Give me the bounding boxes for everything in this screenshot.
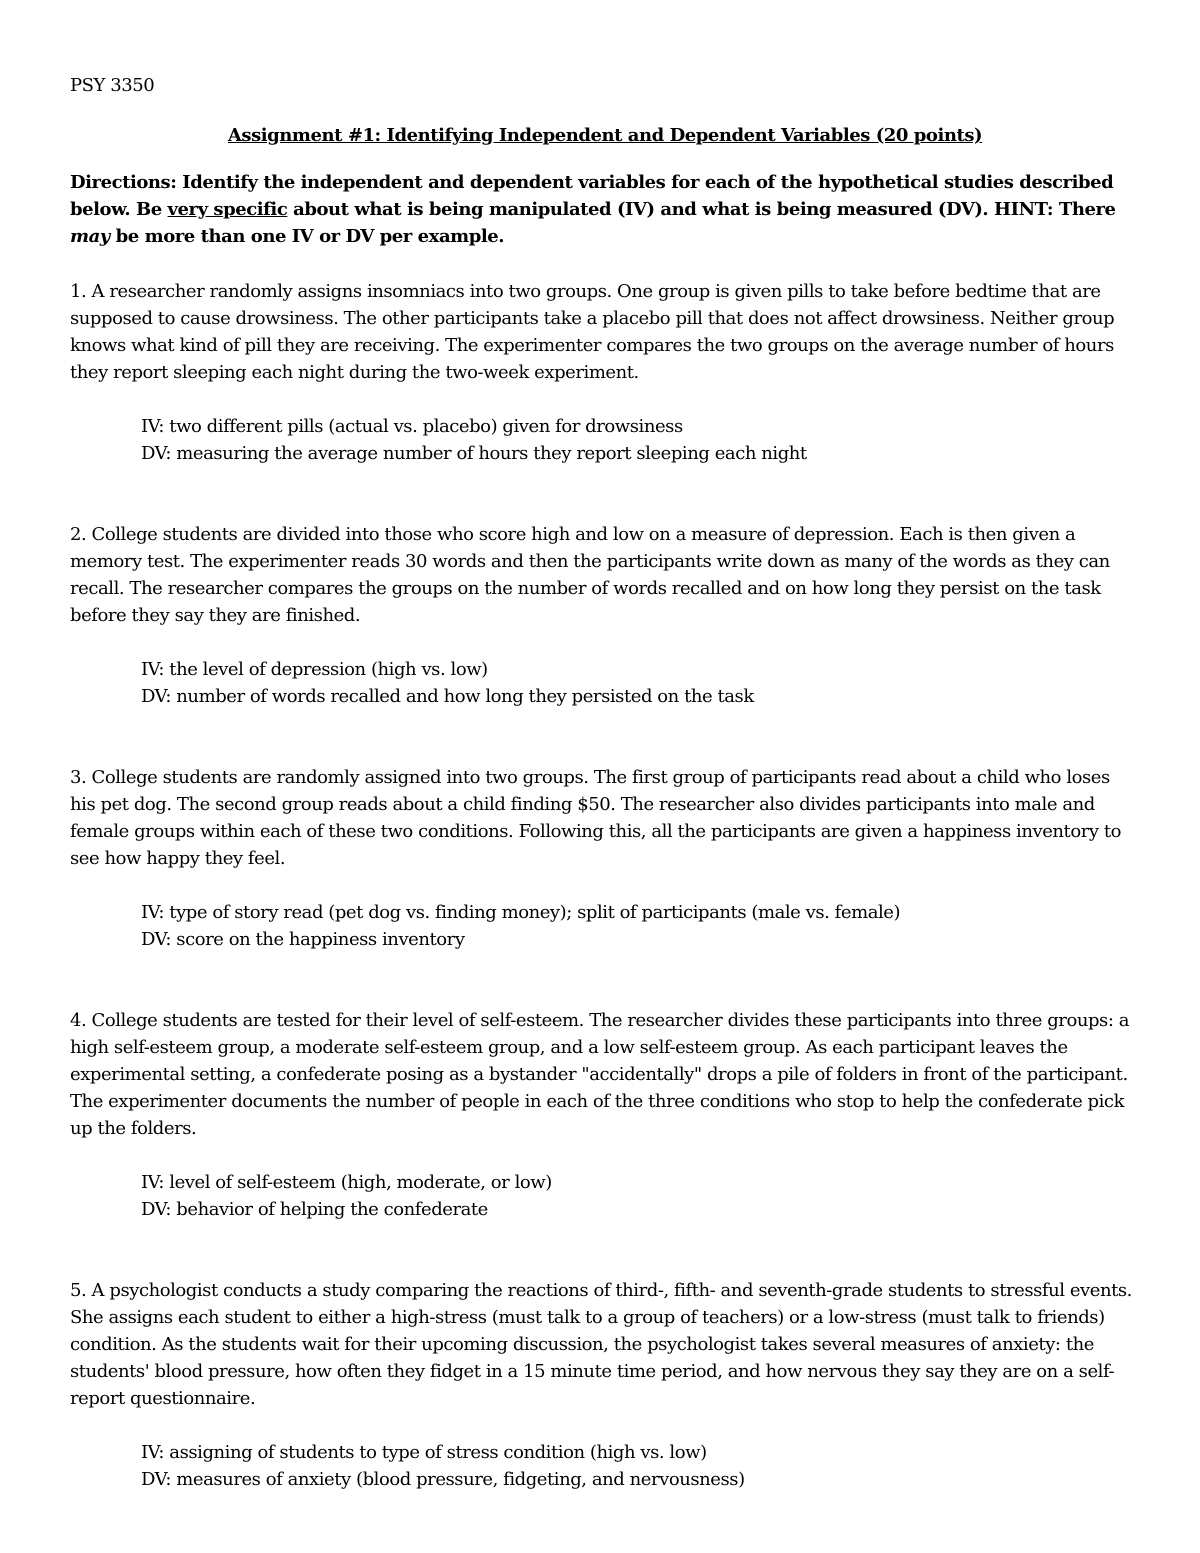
directions-emphasis: very specific	[167, 199, 288, 220]
question-1-iv: IV: two different pills (actual vs. placebo) given for drowsiness	[141, 416, 683, 437]
question-5	[70, 1277, 1140, 1493]
question-4-prompt: 4. College students are tested for their level of self-esteem. The researcher divides these participants into three groups: a high self-esteem group, a moderate self-esteem group, and a low self-esteem group. As each participant leaves the experimental setting, a confederate posing as a bystander "accidentally" drops a pile of folders in front of the participant. The experimenter documents the number of people in each of the three conditions who stop to help the confederate pick up the folders.	[70, 1010, 1130, 1139]
question-3-answers	[141, 899, 1140, 953]
question-3	[70, 764, 1140, 953]
question-1-prompt: 1. A researcher randomly assigns insomniacs into two groups. One group is given pills to take before bedtime that are supposed to cause drowsiness. The other participants take a placebo pill that does not affect drowsiness. Neither group knows what kind of pill they are receiving. The experimenter compares the two groups on the average number of hours they report sleeping each night during the two-week experiment.	[70, 281, 1115, 383]
question-5-dv: DV: measures of anxiety (blood pressure, fidgeting, and nervousness)	[141, 1469, 745, 1490]
question-1	[70, 278, 1140, 467]
question-2-answers	[141, 656, 1140, 710]
question-3-dv: DV: score on the happiness inventory	[141, 929, 465, 950]
assignment-title: Assignment #1: Identifying Independent and Dependent Variables (20 points)	[227, 125, 983, 146]
question-3-prompt: 3. College students are randomly assigned into two groups. The first group of participants read about a child who loses his pet dog. The second group reads about a child finding $50. The researcher also divides participants into male and female groups within each of these two conditions. Following this, all the participants are given a happiness inventory to see how happy they feel.	[70, 767, 1122, 869]
directions-text-part-2: about what is being manipulated (IV) and what is being measured (DV). HINT: There	[287, 199, 1116, 220]
question-4-dv: DV: behavior of helping the confederate	[141, 1199, 488, 1220]
question-5-prompt: 5. A psychologist conducts a study comparing the reactions of third-, fifth- and seventh-grade students to stressful events. She assigns each student to either a high-stress (must talk to a group of teachers) or a low-stress (must talk to friends) condition. As the students wait for their upcoming discussion, the psychologist takes several measures of anxiety: the students' blood pressure, how often they fidget in a 15 minute time period, and how nervous they say they are on a self-report questionnaire.	[70, 1280, 1132, 1409]
question-2	[70, 521, 1140, 710]
question-4-iv: IV: level of self-esteem (high, moderate, or low)	[141, 1172, 552, 1193]
question-3-iv: IV: type of story read (pet dog vs. finding money); split of participants (male vs. female)	[141, 902, 901, 923]
question-5-iv: IV: assigning of students to type of stress condition (high vs. low)	[141, 1442, 707, 1463]
question-2-iv: IV: the level of depression (high vs. low)	[141, 659, 488, 680]
question-1-dv: DV: measuring the average number of hours they report sleeping each night	[141, 443, 807, 464]
question-1-answers	[141, 413, 1140, 467]
directions-text-part-1: Directions: Identify the independent and dependent variables for each of the hypothetical studies described below. Be	[70, 172, 1114, 220]
question-4-answers	[141, 1169, 1140, 1223]
question-5-answers	[141, 1439, 1140, 1493]
directions-italic: may	[70, 226, 110, 247]
directions-text-part-3: be more than one IV or DV per example.	[109, 226, 505, 247]
course-code: PSY 3350	[70, 75, 155, 96]
question-2-prompt: 2. College students are divided into those who score high and low on a measure of depression. Each is then given a memory test. The experimenter reads 30 words and then the participants write down as many of the words as they can recall. The researcher compares the groups on the number of words recalled and on how long they persist on the task before they say they are finished.	[70, 524, 1110, 626]
document-page	[70, 72, 1140, 1493]
question-2-dv: DV: number of words recalled and how long they persisted on the task	[141, 686, 754, 707]
directions	[70, 169, 1140, 250]
question-4	[70, 1007, 1140, 1223]
